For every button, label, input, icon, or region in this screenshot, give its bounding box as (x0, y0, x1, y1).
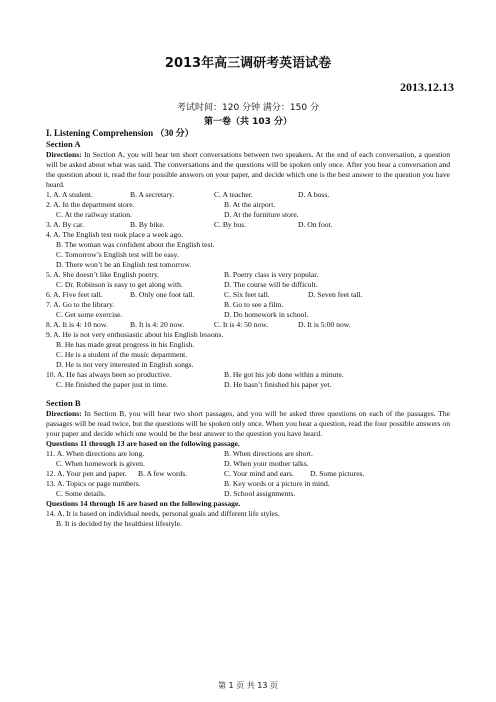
question-4-a: 4. A. The English test took place a week ago. (46, 230, 183, 239)
option: B. At the airport. (224, 200, 276, 209)
directions-text: In Section A, you will hear ten short conversations between two speakers. At the end of each conversation, a question will be asked about what was said. The conversations and the questions will be spoken only once. After you hear a conversation and the question about it, read the four possible answers on your paper, and decide which one is the best answer to the question you have heard. (46, 150, 450, 189)
section-b-directions (46, 409, 450, 439)
question-9-b: B. He has made great progress in his English. (56, 340, 195, 349)
option: C. Six feet tall. (224, 290, 270, 299)
question-6 (46, 290, 450, 300)
question-10 (46, 370, 450, 380)
option: C. He finished the paper just in time. (56, 380, 168, 389)
section-b-heading: Section B (46, 398, 81, 408)
option: C. When homework is given. (56, 459, 145, 468)
question-4-d: D. There won’t be an English test tomorrow. (56, 260, 192, 269)
question-12 (46, 469, 450, 479)
option: B. Poetry class is very popular. (224, 270, 319, 279)
option: D. School assignments. (224, 489, 296, 498)
question-2 (46, 200, 450, 210)
option: 5. A. She doesn’t like English poetry. (46, 270, 160, 279)
directions-label: Directions: (46, 150, 82, 159)
directions-text: In Section B, you will hear two short passages, and you will be asked three questions on each of the passages. The passages will be read twice, but the questions will be spoken only once. When you hear a question, read the four possible answers on your paper and decide which one would be the best answer to the question you have heard. (46, 409, 450, 438)
part-heading: 第一卷（共 103 分） (203, 117, 293, 127)
option: D. On foot. (298, 220, 333, 229)
exam-content (46, 128, 450, 529)
option: B. Key words or a picture in mind. (224, 479, 330, 488)
question-8 (46, 320, 450, 330)
directions-label: Directions: (46, 409, 82, 418)
option: D. When your mother talks. (224, 459, 309, 468)
question-9-a: 9. A. He is not very enthusiastic about his English lessons. (46, 330, 224, 339)
option: B. Go to see a film. (224, 300, 284, 309)
option: 8. A. It is 4: 10 now. (46, 320, 108, 329)
spacer (46, 390, 450, 398)
question-1 (46, 190, 450, 200)
question-7 (46, 300, 450, 310)
option: 2. A. In the department store. (46, 200, 135, 209)
option: C. Get some exercise. (56, 310, 123, 319)
option: 11. A. When directions are long. (46, 449, 145, 458)
question-10-cont (46, 380, 450, 390)
question-5-cont (46, 280, 450, 290)
option: D. Some pictures. (310, 469, 365, 478)
question-13 (46, 479, 450, 489)
section-heading: I. Listening Comprehension （30 分） (46, 128, 194, 138)
question-13-cont (46, 489, 450, 499)
question-11-cont (46, 459, 450, 469)
section-a-directions (46, 150, 450, 190)
question-9-c: C. He is a student of the music department. (56, 350, 188, 359)
question-group-2: Questions 14 through 16 are based on the following passage. (46, 499, 241, 508)
question-11 (46, 449, 450, 459)
option: B. A few words. (138, 469, 188, 478)
question-2-cont (46, 210, 450, 220)
question-14-b: B. It is decided by the healthiest lifestyle. (56, 519, 182, 528)
option: B. By bike. (130, 220, 165, 229)
section-a-heading: Section A (46, 139, 81, 149)
question-5 (46, 270, 450, 280)
option: B. It is 4: 20 now. (130, 320, 185, 329)
option: B. When directions are short. (224, 449, 313, 458)
option: D. He hasn’t finished his paper yet. (224, 380, 332, 389)
option: B. Only one foot tall. (130, 290, 195, 299)
option: B. He got his job done within a minute. (224, 370, 344, 379)
question-7-cont (46, 310, 450, 320)
question-group-1: Questions 11 through 13 are based on the following passage. (46, 439, 240, 448)
option: B. A secretary. (130, 190, 175, 199)
option: D. Seven feet tall. (308, 290, 363, 299)
option: D. A boss. (298, 190, 330, 199)
option: C. By bus. (214, 220, 247, 229)
option: D. It is 5:00 now. (298, 320, 351, 329)
question-3 (46, 220, 450, 230)
option: C. A teacher. (214, 190, 253, 199)
option: C. Some details. (56, 489, 106, 498)
question-4-b: B. The woman was confident about the English test. (56, 240, 215, 249)
option: 13. A. Topics or page numbers. (46, 479, 141, 488)
exam-date: 2013.12.13 (400, 80, 454, 94)
question-4-c: C. Tomorrow’s English test will be easy. (56, 250, 179, 259)
option: D. The course will be difficult. (224, 280, 318, 289)
option: 12. A. Your pen and paper. (46, 469, 127, 478)
option: 7. A. Go to the library. (46, 300, 115, 309)
option: 10. A. He has always been so productive. (46, 370, 172, 379)
option: 1. A. A student. (46, 190, 93, 199)
option: C. Your mind and ears. (224, 469, 294, 478)
option: D. Do homework in school. (224, 310, 309, 319)
page-footer: 第 1 页 共 13 页 (218, 681, 278, 690)
option: C. It is 4: 50 now. (214, 320, 269, 329)
page-title: 2013年高三调研考英语试卷 (164, 56, 332, 71)
option: 3. A. By car. (46, 220, 84, 229)
option: C. Dr. Robinson is easy to get along with. (56, 280, 183, 289)
question-9-d: D. He is not very interested in English songs. (56, 360, 194, 369)
exam-meta: 考试时间：120 分钟 满分：150 分 (177, 103, 319, 113)
option: D. At the furniture store. (224, 210, 299, 219)
option: 6. A. Five feet tall. (46, 290, 103, 299)
question-14-a: 14. A. It is based on individual needs, personal goals and different life styles. (46, 509, 280, 518)
option: C. At the railway station. (56, 210, 132, 219)
